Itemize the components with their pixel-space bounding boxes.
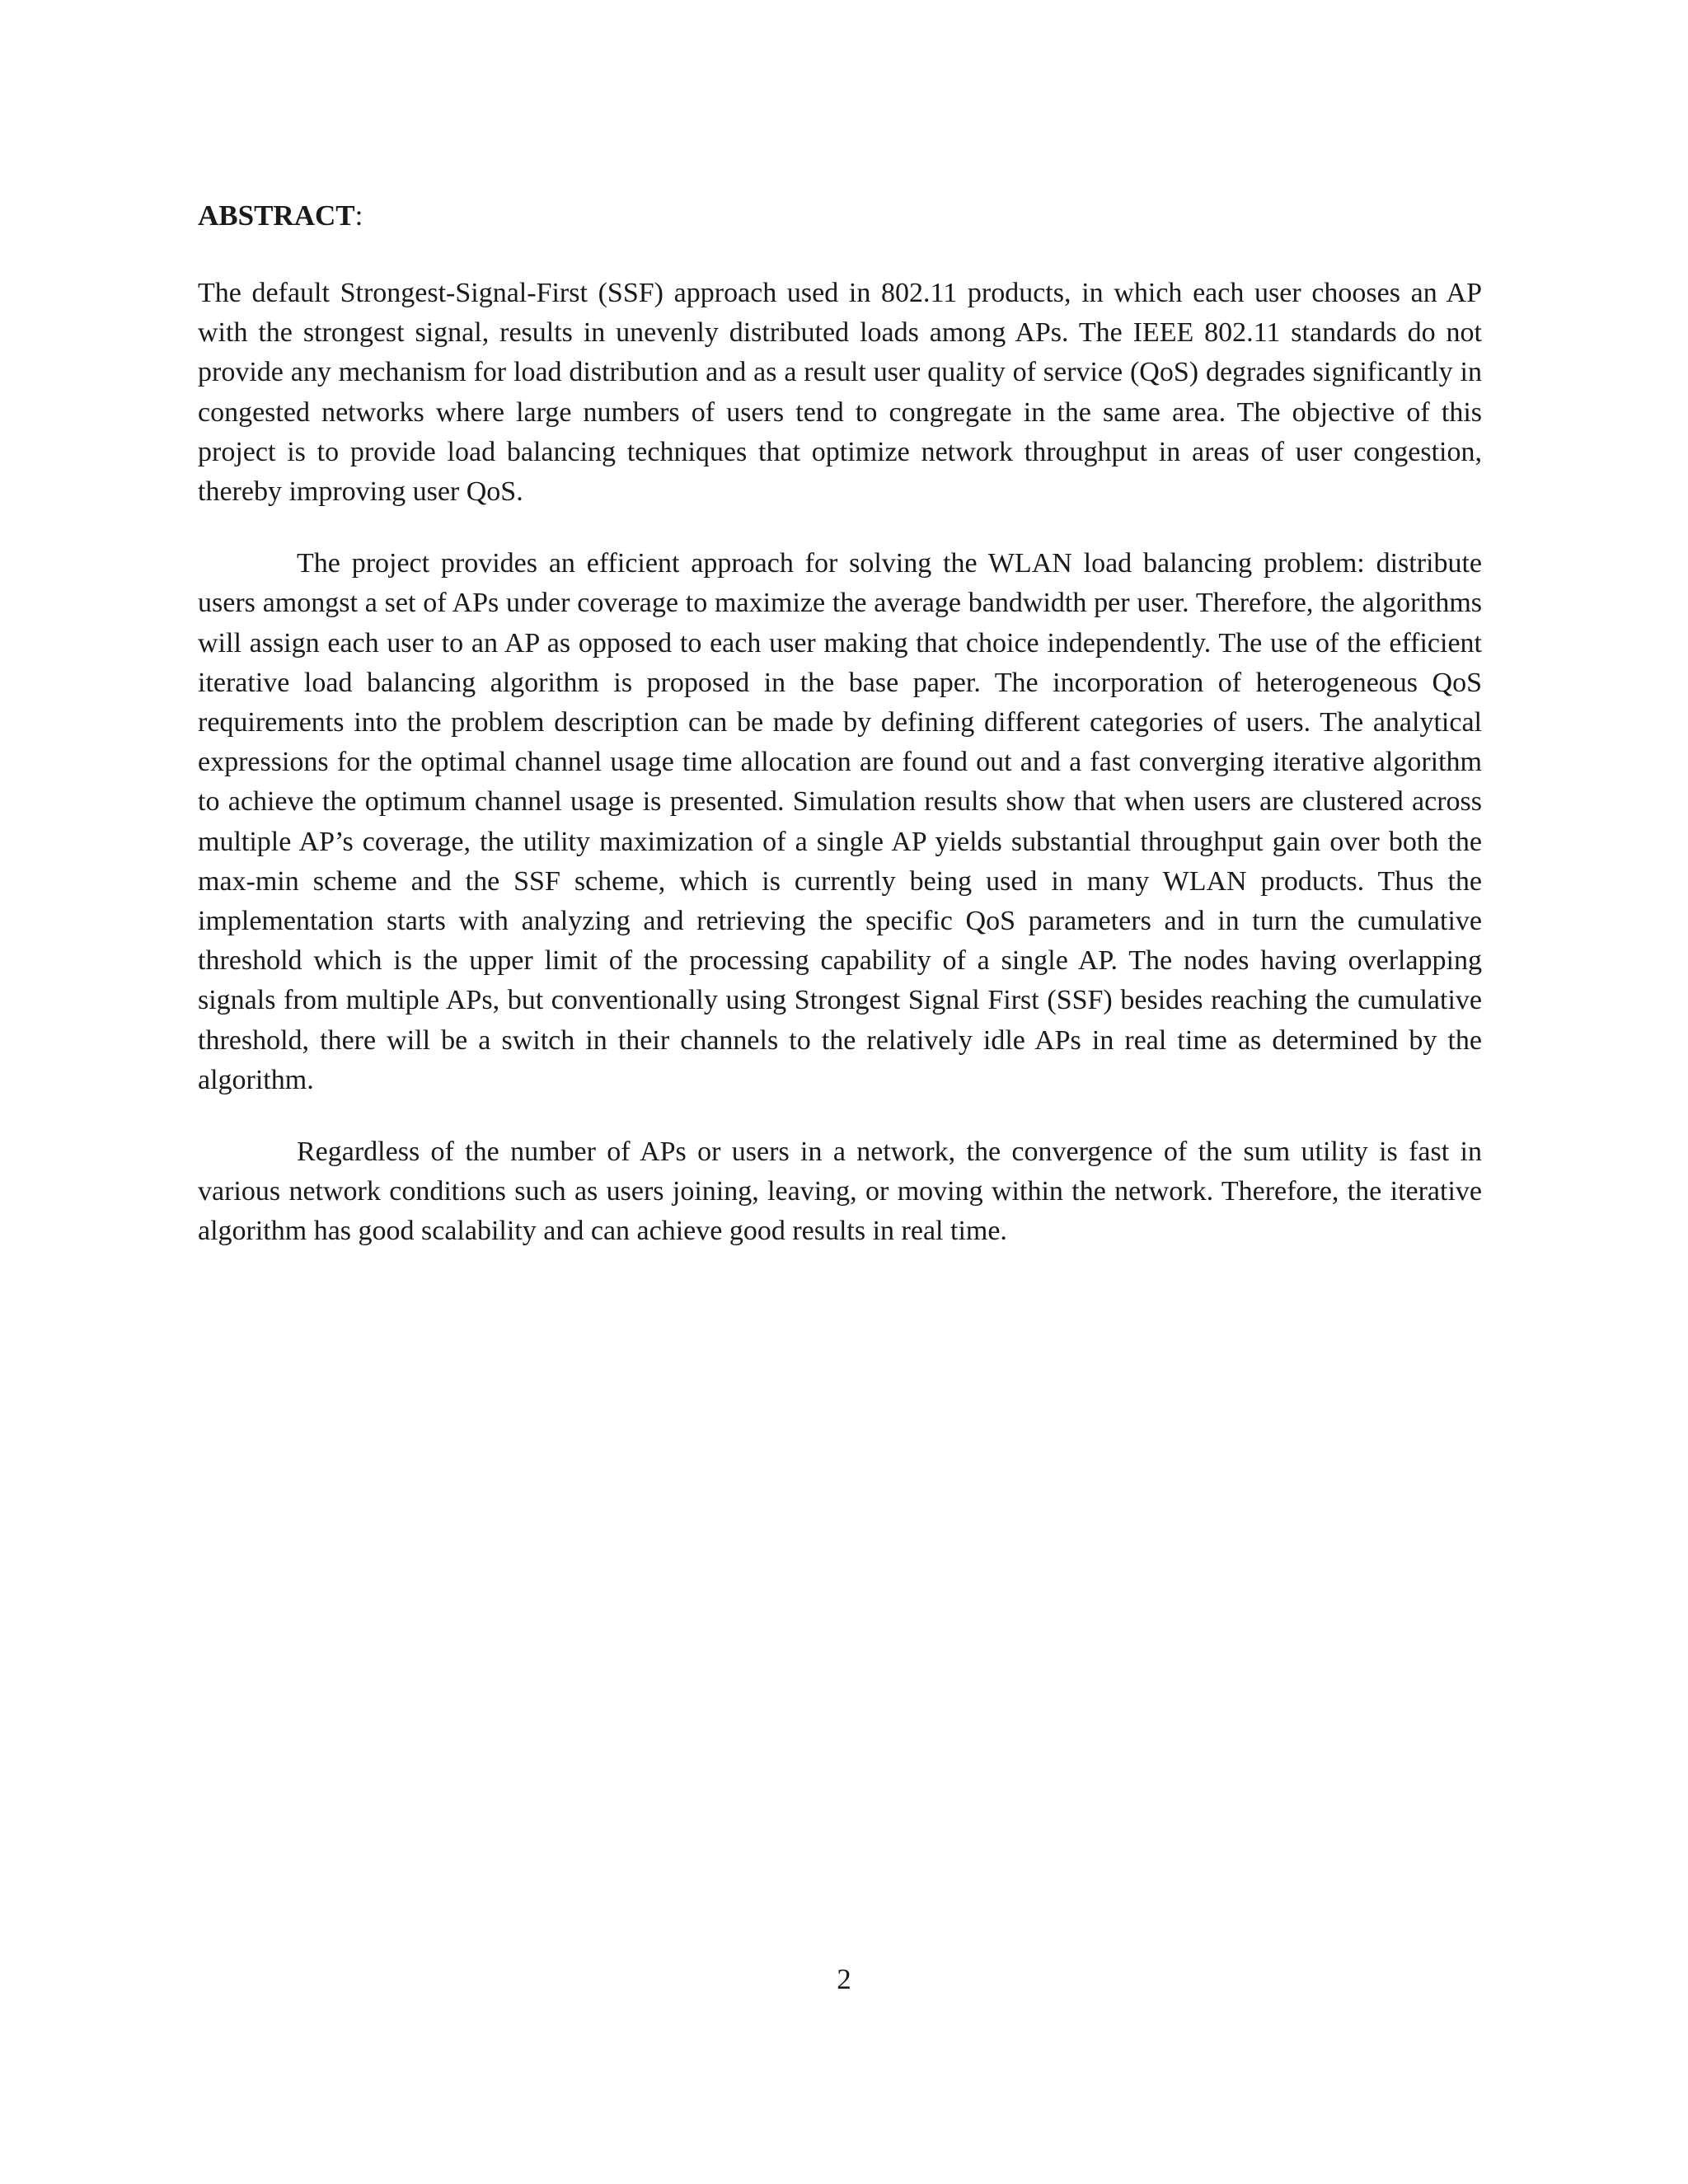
abstract-paragraph-3: Regardless of the number of APs or users in a network, the convergence of the sum utility is fast in various network conditions such as users joining, leaving, or moving within the network. Therefore, the iterative algorithm has good scalability and can achieve good results in real time. — [198, 1137, 1482, 1247]
abstract-paragraph-1: The default Strongest-Signal-First (SSF) approach used in 802.11 products, in which each user chooses an AP with the strongest signal, results in unevenly distributed loads among APs. The IEEE 802.11 standards do not provide any mechanism for load distribution and as a result user quality of service (QoS) degrades significantly in congested networks where large numbers of users tend to congregate in the same area. The objective of this project is to provide load balancing techniques that optimize network throughput in areas of user congestion, thereby improving user QoS. — [198, 278, 1482, 508]
heading-title: ABSTRACT — [198, 199, 355, 232]
heading-colon: : — [354, 199, 363, 232]
abstract-paragraph-2: The project provides an efficient approach for solving the WLAN load balancing problem: distribute users amongst a set of APs under coverage to maximize the average bandwidth per user. Therefore, the algorithms will assign each user to an AP as opposed to each user making that choice independently. The use of the efficient iterative load balancing algorithm is proposed in the base paper. The incorporation of heterogeneous QoS requirements into the problem description can be made by defining different categories of users. The analytical expressions for the optimal channel usage time allocation are found out and a fast converging iterative algorithm to achieve the optimum channel usage is presented. Simulation results show that when users are clustered across multiple AP’s coverage, the utility maximization of a single AP yields substantial throughput gain over both the max-min scheme and the SSF scheme, which is currently being used in many WLAN products. Thus the implementation starts with analyzing and retrieving the specific QoS parameters and in turn the cumulative threshold which is the upper limit of the processing capability of a single AP. The nodes having overlapping signals from multiple APs, but conventionally using Strongest Signal First (SSF) besides reaching the cumulative threshold, there will be a switch in their channels to the relatively idle APs in real time as determined by the algorithm. — [198, 548, 1482, 1095]
page-content — [198, 196, 1482, 1284]
section-heading — [198, 196, 1482, 236]
page-number: 2 — [837, 1963, 851, 1995]
